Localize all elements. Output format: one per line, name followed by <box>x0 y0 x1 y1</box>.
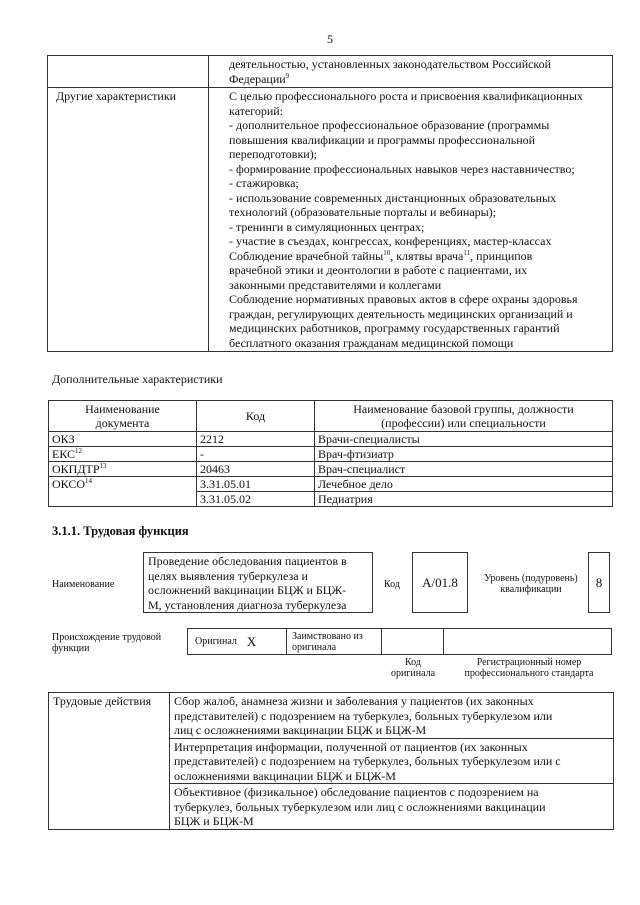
function-name-box: Проведение обследования пациентов в целях выявления туберкулеза и осложнений вакцинации БЦЖ и БЦЖ- М, установления диагноза туберкулеза <box>143 552 373 613</box>
text-line: повышения квалификации и программы профессиональной <box>229 132 536 147</box>
table-row: ОКПДТР$^{13}$ 20463 Врач-специалист <box>49 462 613 477</box>
text-line: , принципов <box>470 248 533 263</box>
action-item: Объективное (физикальное) обследование пациентов с подозрением на туберкулез, больных туберкулезом или лиц с осложнениями вакцинации БЦЖ и БЦЖ-М <box>170 784 614 830</box>
labor-actions-table <box>48 692 614 830</box>
text-line: медицинских работников, программу государственных гарантий <box>229 321 560 335</box>
text-line: - дополнительное профессиональное образование (программы <box>229 118 550 132</box>
table-row: ОКЗ 2212 Врачи-специалисты <box>49 432 613 447</box>
table-row <box>48 88 613 352</box>
text-line: Соблюдение нормативных правовых актов в сфере охраны здоровья <box>229 292 578 306</box>
text-line: - стажировка; <box>229 176 299 190</box>
row-label: Другие характеристики <box>48 88 209 352</box>
row-label: Трудовые действия <box>49 693 170 830</box>
table-row: ОКСО$^{14}$ 3.31.05.01 Лечебное дело <box>49 477 613 492</box>
level-label: Уровень (подуровень) квалификации <box>484 573 578 595</box>
text-line: - участие в съездах, конгрессах, конференциях, мастер-классах <box>229 234 552 248</box>
column-header: Наименование документа <box>49 401 197 432</box>
text-line: - использование современных дистанционных образовательных <box>229 190 557 205</box>
footnote-mark: 9 <box>285 71 290 80</box>
borrowed-label: Заимствовано из оригинала <box>292 631 363 653</box>
code-value-box: A/01.8 <box>412 552 468 613</box>
original-code-cell <box>381 629 444 654</box>
classification-table <box>48 400 613 507</box>
page-number: 5 <box>327 32 333 46</box>
column-header: Наименование базовой группы, должности (профессии) или специальности <box>315 401 613 432</box>
text-line: Соблюдение врачебной тайны <box>229 248 384 263</box>
code-caption: Код оригинала <box>390 657 436 679</box>
function-heading: 3.1.1. Трудовая функция <box>52 524 189 538</box>
text-line: Федерации <box>229 71 286 86</box>
original-label: Оригинал <box>195 636 237 647</box>
text-line: - тренинги в симуляционных центрах; <box>229 219 425 234</box>
name-label: Наименование <box>52 579 115 590</box>
reg-caption: Регистрационный номер профессионального стандарта <box>464 657 594 679</box>
origin-row <box>187 628 612 655</box>
text-line: бесплатного оказания гражданам медицинской помощи <box>229 335 514 350</box>
table-row <box>48 56 613 88</box>
action-item: Сбор жалоб, анамнеза жизни и заболевания у пациентов (их законных представителей) с подозрением на туберкулез, больных туберкулезом или лиц с осложнениями вакцинации БЦЖ и БЦЖ-М <box>170 693 614 739</box>
text-line: переподготовки); <box>229 147 318 161</box>
origin-label: Происхождение трудовой функции <box>52 632 162 654</box>
characteristics-table <box>47 55 613 352</box>
level-value-box: 8 <box>588 552 610 613</box>
footnote-mark: 11 <box>463 248 471 257</box>
text-line: деятельностью, установленных законодательством Российской <box>229 57 552 71</box>
action-item: Интерпретация информации, полученной от пациентов (их законных представителей) с подозрением на туберкулез, больных туберкулезом или с осложнениями вакцинации БЦЖ и БЦЖ-М <box>170 738 614 784</box>
code-label: Код <box>384 579 400 590</box>
text-line: граждан, регулирующих деятельность медицинских организаций и <box>229 306 573 321</box>
table-row <box>49 693 614 739</box>
text-line: категорий: <box>229 103 284 118</box>
column-header: Код <box>197 401 315 432</box>
table-row: ЕКС$^{12}$ - Врач-фтизиатр <box>49 447 613 462</box>
text-line: технологий (образовательные порталы и вебинары); <box>229 205 497 219</box>
original-mark: X <box>246 633 257 649</box>
table-row: 3.31.05.02 Педиатрия <box>49 492 613 507</box>
text-line: , клятвы врача <box>390 248 464 263</box>
text-line: - формирование профессиональных навыков через наставничество; <box>229 161 575 176</box>
footnote-mark: 10 <box>383 248 391 257</box>
table-header-row <box>49 401 613 432</box>
additional-characteristics-title: Дополнительные характеристики <box>52 372 223 386</box>
text-line: С целью профессионального роста и присвоения квалификационных <box>229 89 583 103</box>
text-line: законными представителями и коллегами <box>229 277 442 292</box>
text-line: врачебной этики и деонтологии в работе с пациентами, их <box>229 263 528 277</box>
